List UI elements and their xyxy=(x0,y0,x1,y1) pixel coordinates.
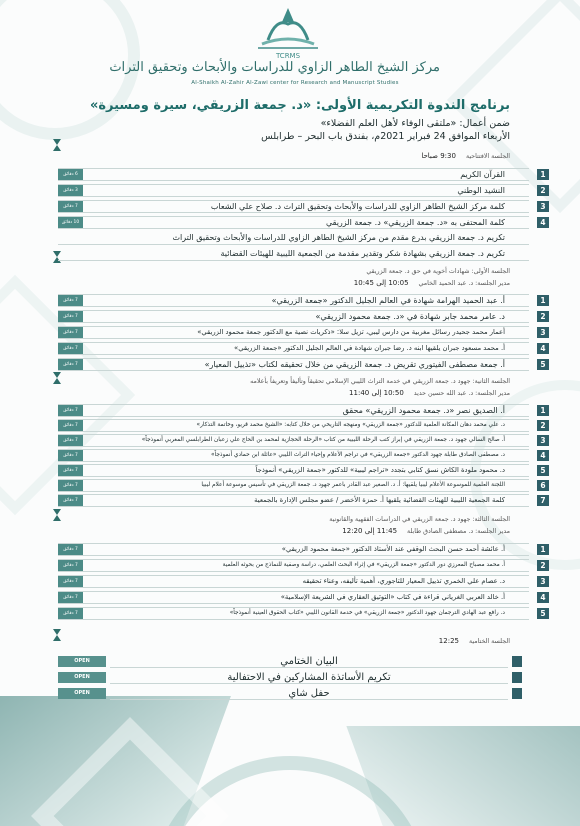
hourglass-icon xyxy=(52,138,62,152)
honor-line: تكريم د. جمعة الزريقي بشهادة شكر وتقدير مقدمة من الجمعية الليبية للهيئات القضائية xyxy=(58,248,529,261)
item-marker-icon xyxy=(512,672,522,683)
session-header: الجلسة الختامية12:25 xyxy=(438,637,510,645)
agenda-row: 4 كلمة المحتفى به «د. جمعة الزريقي» د. جمعة الزريقي 10 دقائق xyxy=(58,216,529,229)
item-marker-icon xyxy=(512,656,522,667)
org-name-arabic: مركز الشيخ الطاهر الزاوي للدراسات والأبحاث وتحقيق التراث xyxy=(109,60,440,75)
session-header: الجلسة الأولى: شهادات أخوية في حق د. جمعة الزريقي xyxy=(366,268,510,275)
closing-item: حفل شاي xyxy=(110,687,508,700)
center-logo xyxy=(238,4,338,60)
agenda-row: 3 كلمة مركز الشيخ الطاهر الزاوي للدراسات والأبحاث وتحقيق التراث د. صلاح علي الشعاب 7 دقائق xyxy=(58,200,529,213)
session-chair: مدير الجلسة: د. عبد الحميد الخامي10:05 إلى 10:45 xyxy=(353,279,510,287)
session-chair: مدير الجلسة: د. مصطفى الصادق طابلة11:45 إلى 12:20 xyxy=(342,527,510,535)
agenda-row: 5 د. رافع عبد الهادي الترجمان جهود الدكتور «جمعة الزريقي» في خدمة القانون الليبي «كتاب الحقوق العينية أنموذجاً» 7 دقائق xyxy=(58,607,529,620)
program-context: ضمن أعمال: «ملتقى الوفاء لأهل العلم الفضلاء» xyxy=(320,118,510,129)
svg-text:TCRMS: TCRMS xyxy=(275,52,301,60)
program-title: برنامج الندوة التكريمية الأولى: «د. جمعة الزريقي، سيرة ومسيرة» xyxy=(89,98,510,113)
item-marker-icon xyxy=(512,688,522,699)
agenda-row: 4 أ. محمد مسعود جبران يلقيها ابنه د. رضا جبران شهادة في العالم الجليل الدكتور «جمعة الزريقي» 7 دقائق xyxy=(58,342,529,355)
agenda-row: 3 أ. صالح السالي جهود د. جمعة الزريقي في إبراز كتب الرحلة الليبية من كتاب «الرحلة الحجازية لمحمد بن الحاج علي زعبان الطرابلسي المغربي أنموذجاً» 7 دقائق xyxy=(58,434,529,447)
agenda-row: 2 النشيد الوطني 3 دقائق xyxy=(58,184,529,197)
closing-item: البيان الختامي xyxy=(110,655,508,668)
closing-item: تكريم الأساتذة المشاركين في الاحتفالية xyxy=(110,671,508,684)
agenda-row: 4 أ. خالد العربي الغرياني قراءة في كتاب «التوثيق العقاري في الشريعة الإسلامية» 7 دقائق xyxy=(58,591,529,604)
open-badge: OPEN xyxy=(58,656,106,667)
agenda-row: 2 د. عامر محمد جابر شهادة في «د. جمعة محمود الزريقي» 7 دقائق xyxy=(58,310,529,323)
agenda-row: 1 أ. عبد الحميد الهرامة شهادة في العالم الجليل الدكتور «جمعة الزريقي» 7 دقائق xyxy=(58,294,529,307)
agenda-row: 7 كلمة الجمعية الليبية للهيئات القضائية يلقيها أ. حمزة الأخضر / عضو مجلس الإدارة بالجمعية 7 دقائق xyxy=(58,494,529,507)
org-name-english: Al-Shaikh Al-Zahir Al-Zawi center for Research and Manuscript Studies xyxy=(191,80,399,86)
agenda-row: 1 أ. عائشة أحمد حسن البحث الوقفي عند الأستاذ الدكتور «جمعة محمود الزريقي» 7 دقائق xyxy=(58,543,529,556)
honor-line: تكريم د. جمعة الزريقي بدرع مقدم من مركز الشيخ الطاهر الزاوي للدراسات والأبحاث وتحقيق التراث xyxy=(58,232,529,245)
agenda-row: 2 أ. محمد مصباح المعرزي دور الدكتور «جمعة الزريقي» في إثراء البحث العلمي، دراسة وصفية للنماذج من بحوثه العلمية 7 دقائق xyxy=(58,559,529,572)
agenda-row: 1 أ. الصديق نصر «د. جمعة محمود الزريقي» محقق 7 دقائق xyxy=(58,404,529,417)
ornament-decoration xyxy=(346,726,580,826)
agenda-row: 6 اللجنة العلمية للموسوعة الأعلام ليبيا يلقيها: أ. د. الصغير عبد القادر باعمر جهود د. جمعة الزريقي في تأسيس موسوعة أعلام ليبيا 7 دقائق xyxy=(58,479,529,492)
agenda-row: 5 د. محمود ملودة الكاش نسق كتابي بتجدد «تراجم ليبية» للدكتور «جمعة الزريقي» أنموذجاً 7 دقائق xyxy=(58,464,529,477)
agenda-row: 3 د. عصام علي الخمري تذييل المعيار للتاجوري، أهمية تأليفه، وعناء تحقيقه 7 دقائق xyxy=(58,575,529,588)
agenda-row: 2 د. علي محمد دهان المكانة العلمية للدكتور «جمعة الزريقي» ومنهجه التاريخي من خلال كتابه: «الشيخ محمد قريو، وخاتمة التذكار» 7 دقائق xyxy=(58,419,529,432)
agenda-row: 5 أ. جمعة مصطفى الفيتوري تقريض د. جمعة الزريقي من خلال تحقيقه لكتاب «تذييل المعيار» 7 دقائق xyxy=(58,358,529,371)
agenda-row: 1 القرآن الكريم 6 دقائق xyxy=(58,168,529,181)
open-badge: OPEN xyxy=(58,688,106,699)
session-chair: مدير الجلسة: د. عبد الله حسين حديد10:50 إلى 11:40 xyxy=(349,389,510,397)
agenda-row: 4 د. مصطفى الصادق طابلة جهود الدكتور «جمعة الزريقي» في تراجم الأعلام وإحياء التراث الليبي «عائلة ابن حمادي أنموذجاً» 7 دقائق xyxy=(58,449,529,462)
session-header: الجلسة الثانية: جهود د. جمعة الزريقي في خدمة التراث الليبي الإسلامي تحقيقاً وتأليفاً وتعريفاً بأعلامه xyxy=(250,378,510,385)
session-header: الجلسة الثالثة: جهود د. جمعة الزريقي في الدراسات الفقهية والقانونية xyxy=(329,516,510,523)
open-badge: OPEN xyxy=(58,672,106,683)
session-header: الجلسة الافتتاحية9:30 صباحا xyxy=(421,152,510,160)
agenda-row: 3 أعمار محمد جحيدر رسائل مغربية من دارس ليبي، تزيل سلا: «ذكريات نصية مع الدكتور جمعة محمود الزريقي» 7 دقائق xyxy=(58,326,529,339)
program-date-venue: الأربعاء الموافق 24 فبراير 2021م، بفندق باب البحر – طرابلس xyxy=(261,131,510,142)
